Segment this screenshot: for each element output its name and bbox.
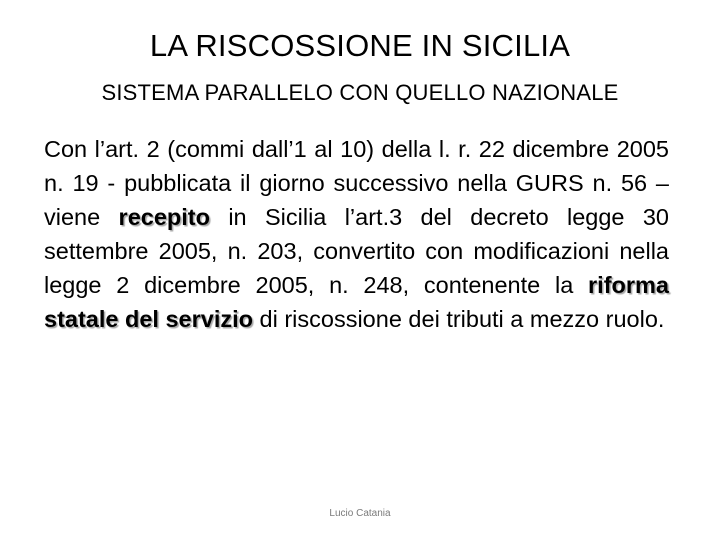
- emphasis-riforma: riforma statale del servizio: [44, 272, 669, 332]
- body-text-part-3: di riscossione dei tributi a mezzo ruolo.: [253, 306, 665, 332]
- body-text-part-2: in Sicilia l’art.3 del decreto legge 30 settembre 2005, n. 203, convertito con modificazioni nella legge 2 dicembre 2005, n. 248, contenente la: [44, 204, 669, 298]
- footer-author: Lucio Catania: [329, 508, 391, 519]
- body-paragraph: [44, 132, 669, 336]
- emphasis-recepito: recepito: [118, 204, 210, 230]
- slide-subtitle: SISTEMA PARALLELO CON QUELLO NAZIONALE: [101, 80, 619, 105]
- slide-title: LA RISCOSSIONE IN SICILIA: [149, 28, 571, 63]
- body-text-part-1: Con l’art. 2 (commi dall’1 al 10) della l. r. 22 dicembre 2005 n. 19 - pubblicata il giorno successivo nella GURS n. 56 – viene: [44, 136, 669, 230]
